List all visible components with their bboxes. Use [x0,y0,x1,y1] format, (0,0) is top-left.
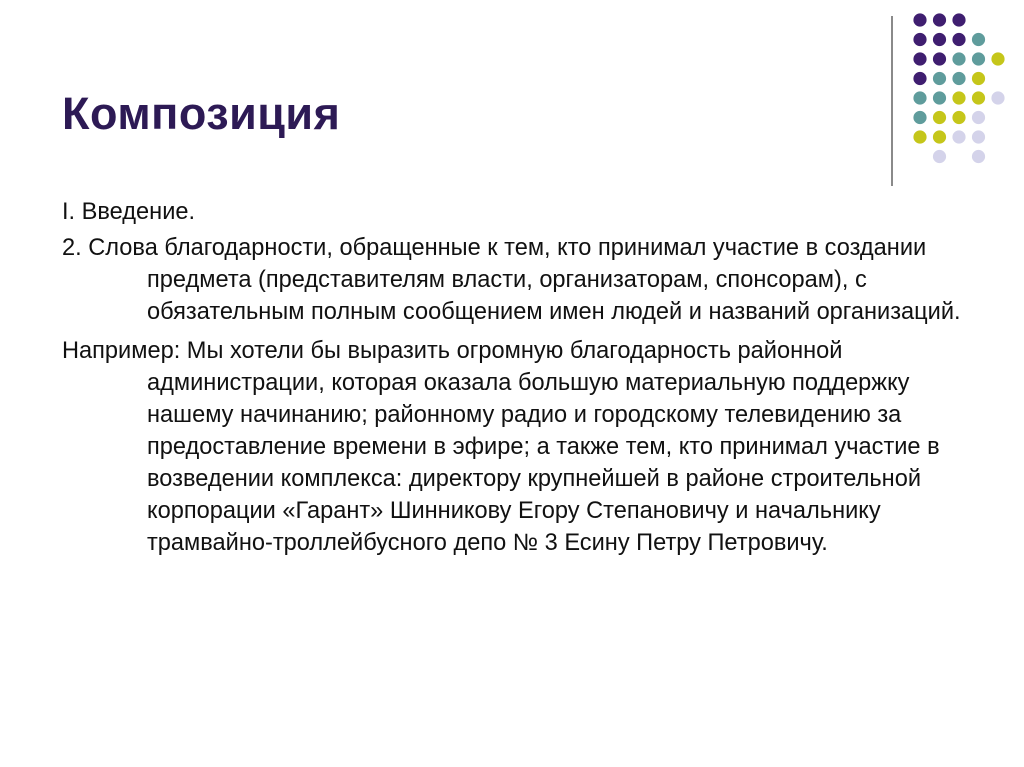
decor-dot-olive [952,111,965,124]
decor-dot-purple [913,33,926,46]
decor-dot-purple [952,33,965,46]
decor-dot-teal [933,72,946,85]
decor-dot-lavender [972,130,985,143]
vertical-divider [891,16,893,186]
decor-dot-teal [972,33,985,46]
decor-dot-olive [913,130,926,143]
decor-dot-teal [952,52,965,65]
slide-body [62,196,962,566]
decor-dot-lavender [972,111,985,124]
paragraph-thanks: 2. Слова благодарности, обращенные к тем, кто принимал участие в создании предмета (представителям власти, организаторам, спонсорам), с обязательным полным сообщением имен людей и названий организаций. [62,235,961,325]
decor-dot-olive [933,111,946,124]
paragraph-introduction: I. Введение. [62,199,196,225]
decor-dot-teal [913,111,926,124]
decor-dot-purple [933,52,946,65]
decor-dot-olive [972,72,985,85]
decor-dot-lavender [972,150,985,163]
decor-dot-purple [913,72,926,85]
decor-dot-purple [952,13,965,26]
decor-dot-olive [991,52,1004,65]
decor-dot-teal [913,91,926,104]
decor-dot-purple [933,13,946,26]
decor-dot-teal [952,72,965,85]
decor-dot-teal [933,91,946,104]
decor-dot-olive [972,91,985,104]
paragraph-example: Например: Мы хотели бы выразить огромную благодарность районной администрации, которая оказала большую материальную поддержку нашему начинанию; районному радио и городскому телевидению за предоставление времени в эфире; а также тем, кто принимал участие в возведении комплекса: директору крупнейшей в районе строительной корпорации «Гарант» Шинникову Егору Степановичу и начальнику трамвайно-троллейбусного депо № 3 Есину Петру Петровичу. [62,338,940,556]
decor-dot-teal [972,52,985,65]
decor-dot-olive [933,130,946,143]
decor-dot-purple [913,52,926,65]
slide-title: Композиция [62,88,341,139]
decor-dot-lavender [952,130,965,143]
decor-dot-lavender [991,91,1004,104]
decor-dot-olive [952,91,965,104]
decor-dot-lavender [933,150,946,163]
decor-dot-purple [933,33,946,46]
decor-dot-purple [913,13,926,26]
